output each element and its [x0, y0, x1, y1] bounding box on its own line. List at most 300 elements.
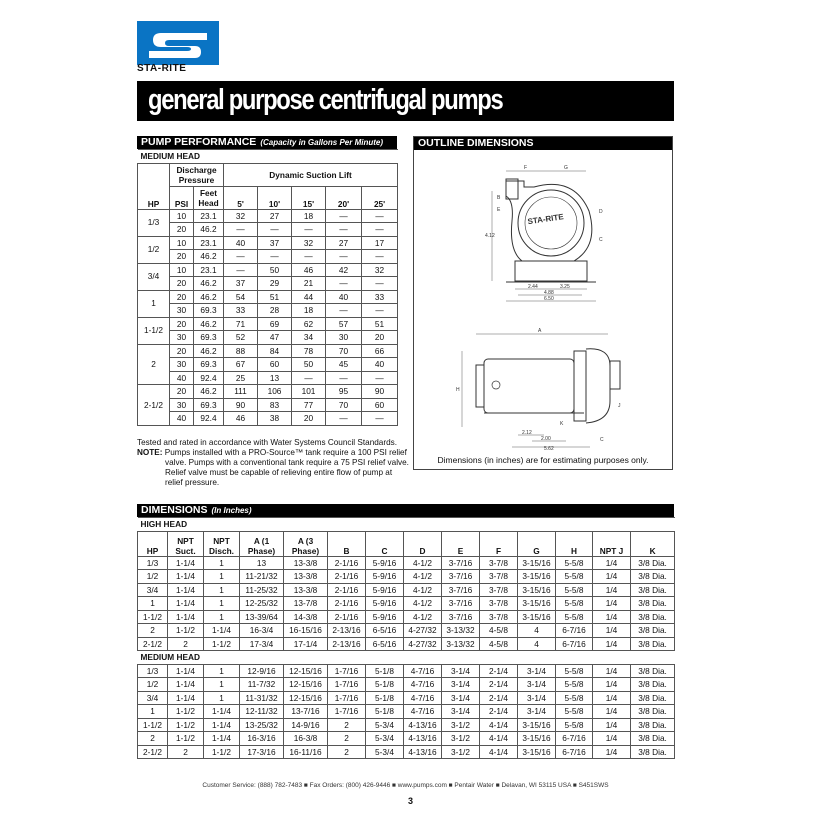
table-cell: 46.2	[194, 223, 224, 237]
table-cell: 46.2	[194, 277, 224, 291]
header-hp: HP	[138, 163, 170, 209]
header-lift: 5'	[224, 186, 258, 209]
table-row	[138, 732, 675, 746]
dim-label-212: 2.12	[522, 430, 532, 436]
performance-section-label: MEDIUM HEAD	[138, 150, 398, 164]
table-cell: 11-7/32	[240, 678, 284, 692]
table-cell: 13	[258, 371, 292, 385]
table-cell: 1	[138, 705, 168, 719]
table-cell: 1/4	[593, 610, 631, 624]
test-standard-note: Tested and rated in accordance with Water Systems Council Standards.	[137, 438, 398, 447]
table-cell: 5-3/4	[366, 718, 404, 732]
table-cell: —	[224, 263, 258, 277]
table-cell: 1	[204, 678, 240, 692]
table-cell: 1/2	[138, 570, 168, 584]
table-cell: 3/8 Dia.	[631, 610, 675, 624]
table-cell: —	[258, 223, 292, 237]
table-cell: 1/3	[138, 556, 168, 570]
sta-rite-logo	[137, 21, 219, 65]
table-cell: 2	[168, 745, 204, 759]
table-cell: 12-15/16	[284, 664, 328, 678]
dim-label-k: K	[560, 421, 564, 427]
table-cell: 3/8 Dia.	[631, 705, 675, 719]
table-cell: 6-7/16	[556, 637, 593, 651]
table-cell: 17-3/16	[240, 745, 284, 759]
table-cell: 60	[362, 398, 398, 412]
header-lift: 25'	[362, 186, 398, 209]
table-cell: 4-1/2	[404, 597, 442, 611]
table-row	[138, 637, 675, 651]
dim-label-g: G	[564, 165, 568, 171]
table-cell: 5-5/8	[556, 583, 593, 597]
table-cell: 1-1/2	[138, 610, 168, 624]
table-cell: 3-7/8	[480, 556, 518, 570]
table-cell: 2-1/16	[328, 583, 366, 597]
table-cell: 3-7/16	[442, 610, 480, 624]
dimensions-section	[137, 504, 674, 759]
table-cell: 14-3/8	[284, 610, 328, 624]
table-cell: 3-13/32	[442, 637, 480, 651]
brand-name: STA-RITE	[137, 63, 187, 74]
dim-label-412: 4.12	[485, 233, 495, 239]
table-cell: 5-1/8	[366, 664, 404, 678]
dim-label-200: 2.00	[541, 436, 551, 442]
table-cell: 40	[170, 371, 194, 385]
table-cell: 84	[258, 344, 292, 358]
table-cell: 46.2	[194, 317, 224, 331]
table-cell: 3-7/8	[480, 597, 518, 611]
table-cell: 3/8 Dia.	[631, 691, 675, 705]
table-cell: 2-1/16	[328, 597, 366, 611]
table-cell: 5-9/16	[366, 583, 404, 597]
table-cell: —	[362, 209, 398, 223]
table-cell: 12-15/16	[284, 678, 328, 692]
table-cell: 5-9/16	[366, 556, 404, 570]
table-cell: 20	[170, 250, 194, 264]
outline-dimensions-heading: OUTLINE DIMENSIONS	[414, 137, 672, 150]
table-cell: 3-1/4	[442, 678, 480, 692]
table-cell: 4-27/32	[404, 637, 442, 651]
table-cell: 6-5/16	[366, 637, 404, 651]
table-cell: —	[362, 223, 398, 237]
table-cell: 28	[258, 304, 292, 318]
table-row	[138, 412, 398, 426]
table-cell: 3-1/4	[442, 664, 480, 678]
table-cell: 5-9/16	[366, 570, 404, 584]
table-cell: 37	[258, 236, 292, 250]
table-cell: 1-1/4	[168, 570, 204, 584]
table-cell: 5-5/8	[556, 718, 593, 732]
dim-label-f: F	[524, 165, 528, 171]
table-cell: 1	[204, 691, 240, 705]
table-cell: 13-7/8	[284, 597, 328, 611]
table-cell: 2-1/4	[480, 664, 518, 678]
table-cell: 23.1	[194, 263, 224, 277]
table-cell: 10	[170, 209, 194, 223]
table-cell: 21	[292, 277, 326, 291]
table-cell: 5-5/8	[556, 570, 593, 584]
table-row	[138, 223, 398, 237]
table-cell: 20	[362, 331, 398, 345]
dim-label-h: H	[456, 387, 460, 393]
table-cell: 20	[170, 385, 194, 399]
table-cell: 3/8 Dia.	[631, 745, 675, 759]
table-cell: 17	[362, 236, 398, 250]
table-cell: 34	[292, 331, 326, 345]
table-cell: 1-1/2	[168, 732, 204, 746]
table-row	[138, 331, 398, 345]
dimension-column-header: D	[404, 531, 442, 556]
table-cell: 46.2	[194, 385, 224, 399]
table-cell: 4-1/4	[480, 745, 518, 759]
table-cell: —	[362, 371, 398, 385]
dim-label-d: D	[599, 209, 603, 215]
table-cell: 46.2	[194, 344, 224, 358]
table-cell: 2-13/16	[328, 624, 366, 638]
table-cell: 1/4	[593, 691, 631, 705]
dimension-column-header: A (3 Phase)	[284, 531, 328, 556]
table-cell: 11-31/32	[240, 691, 284, 705]
table-cell: 6-7/16	[556, 624, 593, 638]
table-cell: 1/4	[593, 718, 631, 732]
outline-dimensions-section	[413, 136, 673, 470]
table-cell: —	[326, 304, 362, 318]
table-cell: 30	[170, 398, 194, 412]
table-cell: 3-15/16	[518, 583, 556, 597]
performance-notes	[137, 438, 409, 488]
table-cell: 16-3/16	[240, 732, 284, 746]
table-cell: —	[326, 209, 362, 223]
table-cell: 3/8 Dia.	[631, 597, 675, 611]
table-cell: 57	[326, 317, 362, 331]
dimension-column-header: F	[480, 531, 518, 556]
table-cell: —	[326, 371, 362, 385]
table-cell: 1-1/4	[168, 691, 204, 705]
table-cell: 5-5/8	[556, 597, 593, 611]
page-number: 3	[407, 796, 413, 806]
table-cell: 1-7/16	[328, 664, 366, 678]
table-cell: 44	[292, 290, 326, 304]
table-cell: 12-9/16	[240, 664, 284, 678]
table-cell: 2-1/4	[480, 705, 518, 719]
table-cell: 4-13/16	[404, 745, 442, 759]
table-row	[138, 610, 675, 624]
table-row	[138, 556, 675, 570]
table-cell: 30	[170, 331, 194, 345]
table-cell: 3-1/2	[442, 745, 480, 759]
table-cell: 16-15/16	[284, 624, 328, 638]
table-cell: 5-5/8	[556, 610, 593, 624]
table-cell: 20	[170, 344, 194, 358]
table-row	[138, 290, 398, 304]
table-cell: 2-1/2	[138, 637, 168, 651]
table-cell: —	[362, 412, 398, 426]
table-cell: 2-1/4	[480, 691, 518, 705]
dim-label-562: 5.62	[544, 446, 554, 451]
table-cell: 3/8 Dia.	[631, 583, 675, 597]
table-cell: 3-7/8	[480, 583, 518, 597]
table-cell: 95	[326, 385, 362, 399]
table-cell: 4-1/2	[404, 556, 442, 570]
table-cell: 78	[292, 344, 326, 358]
table-cell: 3/8 Dia.	[631, 732, 675, 746]
table-cell: 2	[328, 745, 366, 759]
hp-cell: 1	[138, 290, 170, 317]
dimension-column-header: B	[328, 531, 366, 556]
table-cell: 1/4	[593, 745, 631, 759]
table-cell: 1	[204, 556, 240, 570]
table-cell: 4-13/16	[404, 718, 442, 732]
table-cell: 4-7/16	[404, 678, 442, 692]
table-cell: 46.2	[194, 290, 224, 304]
table-cell: 1-1/4	[204, 624, 240, 638]
table-cell: 4-5/8	[480, 637, 518, 651]
dim-label-j: J	[618, 403, 621, 409]
table-cell: 51	[362, 317, 398, 331]
table-cell: 12-15/16	[284, 691, 328, 705]
table-cell: 1/4	[593, 637, 631, 651]
table-row	[138, 678, 675, 692]
table-cell: 3/8 Dia.	[631, 678, 675, 692]
table-cell: 3-7/16	[442, 583, 480, 597]
table-cell: 32	[224, 209, 258, 223]
table-cell: 3-1/4	[442, 691, 480, 705]
table-cell: 11-21/32	[240, 570, 284, 584]
header-lift: 10'	[258, 186, 292, 209]
table-cell: —	[292, 371, 326, 385]
table-cell: 90	[362, 385, 398, 399]
table-row	[138, 664, 675, 678]
table-cell: 13-39/64	[240, 610, 284, 624]
pump-side-view	[456, 328, 621, 451]
table-cell: 1/4	[593, 664, 631, 678]
table-cell: 2-13/16	[328, 637, 366, 651]
table-cell: 20	[292, 412, 326, 426]
table-row	[138, 705, 675, 719]
table-cell: 1-1/4	[204, 732, 240, 746]
table-cell: 51	[258, 290, 292, 304]
table-cell: 27	[258, 209, 292, 223]
table-row	[138, 277, 398, 291]
table-cell: 46	[224, 412, 258, 426]
dimension-column-header: NPT Suct.	[168, 531, 204, 556]
table-cell: —	[326, 223, 362, 237]
table-cell: 29	[258, 277, 292, 291]
pump-brand-label: STA-RITE	[526, 212, 565, 227]
table-cell: 106	[258, 385, 292, 399]
pump-performance-section	[137, 136, 397, 426]
table-cell: 23.1	[194, 236, 224, 250]
table-cell: 71	[224, 317, 258, 331]
table-cell: 3-7/16	[442, 570, 480, 584]
table-cell: 47	[258, 331, 292, 345]
table-cell: 2-1/2	[138, 745, 168, 759]
dimension-column-header: NPT Disch.	[204, 531, 240, 556]
table-cell: 69.3	[194, 358, 224, 372]
table-cell: 69.3	[194, 331, 224, 345]
table-cell: 1-1/2	[138, 718, 168, 732]
table-cell: 52	[224, 331, 258, 345]
table-cell: 1-1/4	[168, 597, 204, 611]
dimensions-heading: DIMENSIONS (In Inches)	[137, 504, 674, 517]
table-cell: 13-7/16	[284, 705, 328, 719]
table-cell: 3/8 Dia.	[631, 624, 675, 638]
table-row	[138, 624, 675, 638]
table-cell: —	[326, 412, 362, 426]
table-cell: 88	[224, 344, 258, 358]
table-cell: 2-1/16	[328, 556, 366, 570]
table-cell: 4	[518, 624, 556, 638]
table-cell: 6-7/16	[556, 732, 593, 746]
hp-cell: 3/4	[138, 263, 170, 290]
dimension-column-header: H	[556, 531, 593, 556]
table-cell: 4-7/16	[404, 705, 442, 719]
table-cell: 18	[292, 304, 326, 318]
dim-label-e: E	[497, 207, 501, 213]
outline-drawing	[414, 151, 672, 451]
hp-cell: 2-1/2	[138, 385, 170, 426]
table-row	[138, 398, 398, 412]
dimension-column-header: HP	[138, 531, 168, 556]
table-cell: 40	[326, 290, 362, 304]
table-cell: 17-3/4	[240, 637, 284, 651]
table-cell: 3-15/16	[518, 718, 556, 732]
table-cell: 46.2	[194, 250, 224, 264]
header-psi: PSI	[170, 186, 194, 209]
table-cell: 3-7/16	[442, 597, 480, 611]
table-cell: 5-3/4	[366, 745, 404, 759]
pump-performance-table	[137, 149, 398, 426]
table-cell: 1/2	[138, 678, 168, 692]
table-cell: 1-1/4	[168, 610, 204, 624]
table-cell: 5-1/8	[366, 691, 404, 705]
table-cell: 20	[170, 317, 194, 331]
table-cell: 27	[326, 236, 362, 250]
table-cell: 18	[292, 209, 326, 223]
table-cell: 60	[258, 358, 292, 372]
table-cell: 30	[170, 304, 194, 318]
dim-label-244: 2.44	[528, 284, 538, 290]
header-dynamic-suction-lift: Dynamic Suction Lift	[224, 163, 398, 186]
table-cell: 90	[224, 398, 258, 412]
header-lift: 15'	[292, 186, 326, 209]
table-cell: 10	[170, 263, 194, 277]
footer-contact: Customer Service: (888) 782-7483 ■ Fax Orders: (800) 426-9446 ■ www.pumps.com ■ Pentair Water ■ Delavan, WI 53115 USA ■ S451SWS	[202, 782, 609, 789]
dim-label-c: C	[599, 237, 603, 243]
dimension-column-header: G	[518, 531, 556, 556]
table-cell: 5-5/8	[556, 705, 593, 719]
table-row	[138, 236, 398, 250]
table-cell: 4	[518, 637, 556, 651]
table-cell: 2	[138, 732, 168, 746]
table-cell: 4-7/16	[404, 664, 442, 678]
table-cell: 3/8 Dia.	[631, 637, 675, 651]
pump-front-view	[485, 165, 603, 302]
header-discharge-pressure: Discharge Pressure	[170, 163, 224, 186]
table-cell: 1/4	[593, 732, 631, 746]
table-cell: 13-3/8	[284, 556, 328, 570]
table-cell: 13-3/8	[284, 570, 328, 584]
table-cell: 1-1/2	[168, 705, 204, 719]
table-cell: 3-15/16	[518, 745, 556, 759]
hp-cell: 1/2	[138, 236, 170, 263]
table-cell: 101	[292, 385, 326, 399]
table-row	[138, 209, 398, 223]
table-cell: 42	[326, 263, 362, 277]
table-cell: 1/4	[593, 556, 631, 570]
table-cell: 5-5/8	[556, 556, 593, 570]
table-cell: 1-1/4	[204, 718, 240, 732]
table-cell: 4-1/2	[404, 610, 442, 624]
table-cell: 1	[204, 610, 240, 624]
table-cell: 5-1/8	[366, 678, 404, 692]
table-cell: 1	[204, 597, 240, 611]
table-cell: 4-1/2	[404, 583, 442, 597]
table-cell: 66	[362, 344, 398, 358]
page-title: general purpose centrifugal pumps	[148, 84, 503, 116]
table-cell: 3-15/16	[518, 597, 556, 611]
table-cell: 3-1/2	[442, 718, 480, 732]
table-cell: —	[224, 223, 258, 237]
table-cell: 5-9/16	[366, 610, 404, 624]
header-feet-head: Feet Head	[194, 186, 224, 209]
table-cell: 5-5/8	[556, 678, 593, 692]
table-cell: 69	[258, 317, 292, 331]
table-cell: 50	[258, 263, 292, 277]
table-cell: 46	[292, 263, 326, 277]
dim-label-488: 4.88	[544, 290, 554, 296]
table-cell: 3/8 Dia.	[631, 718, 675, 732]
table-cell: 20	[170, 277, 194, 291]
dimension-column-header: NPT J	[593, 531, 631, 556]
table-cell: 13-3/8	[284, 583, 328, 597]
table-cell: 1/4	[593, 624, 631, 638]
table-cell: 70	[326, 398, 362, 412]
table-cell: 38	[258, 412, 292, 426]
table-cell: 5-1/8	[366, 705, 404, 719]
table-cell: 3-1/4	[442, 705, 480, 719]
table-cell: 1-7/16	[328, 691, 366, 705]
table-cell: 3-1/2	[442, 732, 480, 746]
table-cell: —	[362, 304, 398, 318]
table-cell: 12-11/32	[240, 705, 284, 719]
dimension-column-header: A (1 Phase)	[240, 531, 284, 556]
table-cell: —	[258, 250, 292, 264]
table-cell: 20	[170, 223, 194, 237]
table-cell: 10	[170, 236, 194, 250]
table-cell: 69.3	[194, 398, 224, 412]
table-cell: —	[362, 277, 398, 291]
dim-label-b: B	[497, 195, 501, 201]
table-row	[138, 317, 398, 331]
table-cell: 33	[362, 290, 398, 304]
table-cell: 83	[258, 398, 292, 412]
header-lift: 20'	[326, 186, 362, 209]
table-cell: 1-1/4	[168, 678, 204, 692]
table-row	[138, 385, 398, 399]
table-cell: 70	[326, 344, 362, 358]
table-cell: —	[326, 250, 362, 264]
table-row	[138, 371, 398, 385]
table-cell: 4-27/32	[404, 624, 442, 638]
hp-cell: 1/3	[138, 209, 170, 236]
table-cell: 1-1/4	[168, 556, 204, 570]
table-row	[138, 597, 675, 611]
table-cell: 13-25/32	[240, 718, 284, 732]
dim-label-a: A	[538, 328, 542, 334]
table-cell: 2	[168, 637, 204, 651]
table-cell: 3-15/16	[518, 570, 556, 584]
